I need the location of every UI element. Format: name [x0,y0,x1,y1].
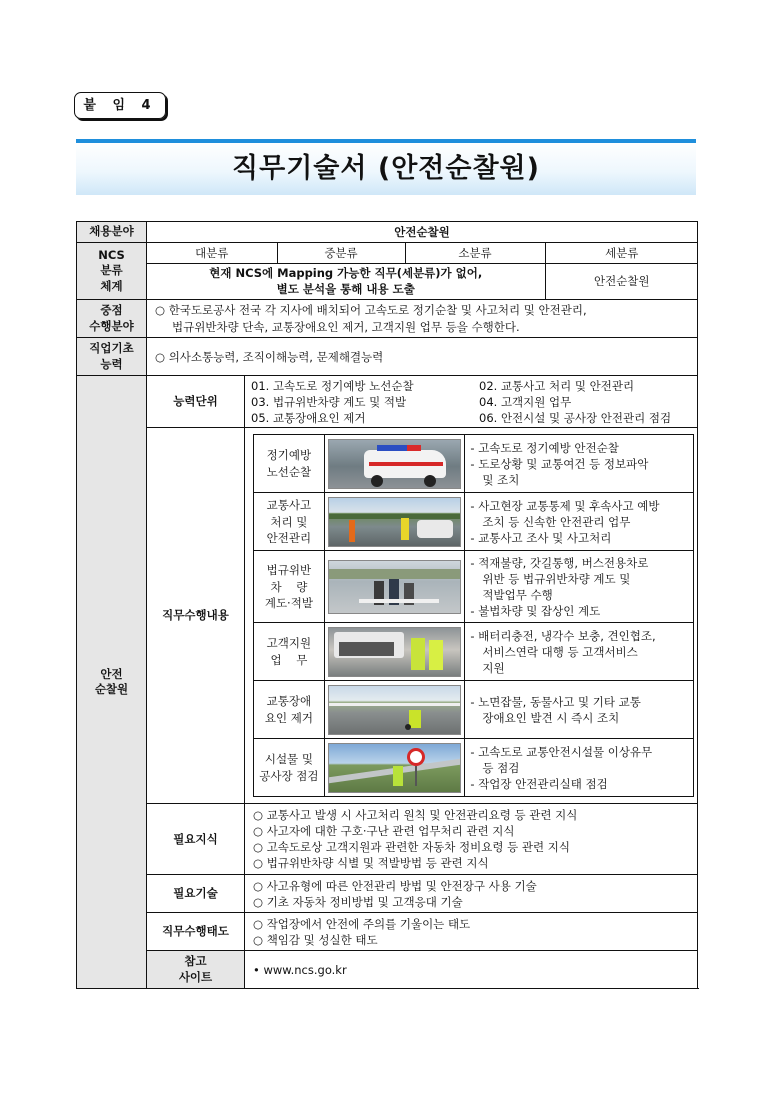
knowledge-label: 필요지식 [147,804,245,875]
reference-label: 참고 사이트 [147,951,245,989]
customer-support-photo [328,627,461,677]
title-banner [76,139,696,195]
ncs-sub-head: 세분류 [545,243,698,263]
duty-desc-line: - 교통사고 조사 및 사고처리 [470,530,612,545]
duty-desc [465,493,694,551]
duty-name: 교통사고 처리 및 안전관리 [254,493,325,551]
attitude-list [245,913,698,951]
duty-desc [465,551,694,623]
knowledge-item: ○ 교통사고 발생 시 사고처리 원칙 및 안전관리요령 등 관련 지식 [253,808,578,823]
duty-desc-line: 장애요인 발견 시 즉시 조치 [482,710,620,725]
basic-ability-text: ○ 의사소통능력, 조직이해능력, 문제해결능력 [147,338,698,376]
duty-desc-line: - 적재불량, 갓길통행, 버스전용차로 [470,555,649,570]
unit-item: 01. 고속도로 정기예방 노선순찰 [251,378,414,393]
skill-label: 필요기술 [147,875,245,913]
facility-inspection-photo [328,743,461,793]
page-title: 직무기술서 (안전순찰원) [232,153,540,184]
accident-scene-photo [328,497,461,547]
ncs-major-head: 대분류 [147,243,277,263]
duty-desc-line: - 노면잡물, 동물사고 및 기타 교통 [470,694,641,709]
duty-name: 시설물 및 공사장 점검 [254,739,325,797]
duty-desc-line: 적발업무 수행 [482,587,553,602]
ncs-classification [147,243,698,299]
unit-item: 05. 교통장애요인 제거 [251,410,366,425]
duty-desc-line: 위반 등 법규위반차량 계도 및 [482,571,631,586]
ncs-sub-value: 안전순찰원 [545,263,698,299]
duty-name: 정기예방 노선순찰 [254,435,325,493]
field-label: 채용분야 [77,222,147,243]
attitude-item: ○ 책임감 및 성실한 태도 [253,932,378,947]
focus-line-1: ○ 한국도로공사 전국 각 지사에 배치되어 고속도로 정기순찰 및 사고처리 및 안전관리, [155,303,587,317]
ncs-note-line-1: 현재 NCS에 Mapping 가능한 직무(세분류)가 없어, [209,265,483,280]
knowledge-item: ○ 고속도로상 고객지원과 관련한 자동차 정비요령 등 관련 지식 [253,840,571,855]
duty-desc-line: 등 점검 [482,760,520,775]
skill-item: ○ 기초 자동차 정비방법 및 고객응대 기술 [253,894,463,909]
focus-label: 중점 수행분야 [77,300,147,338]
focus-text [147,300,698,338]
ncs-note-line-2: 별도 분석을 통해 내용 도출 [276,282,415,297]
duty-row [254,739,694,797]
unit-list [245,376,698,428]
duty-row [254,623,694,681]
job-description-table [76,221,698,989]
duty-label: 직무수행내용 [147,428,245,804]
duty-row [254,551,694,623]
attachment-tag: 붙 임 4 [74,92,166,119]
duty-row [254,493,694,551]
duty-desc-line: - 고속도로 정기예방 안전순찰 [470,440,619,455]
unit-item: 06. 안전시설 및 공사장 안전관리 점검 [479,410,672,425]
duty-desc-line: 서비스연락 대행 등 고객서비스 [482,644,638,659]
unit-item: 04. 고객지원 업무 [479,394,572,409]
attitude-item: ○ 작업장에서 안전에 주의를 기울이는 태도 [253,916,471,931]
reference-link[interactable]: • www.ncs.go.kr [245,951,698,989]
duty-name: 교통장애 요인 제거 [254,681,325,739]
duty-desc [465,435,694,493]
unit-item: 02. 교통사고 처리 및 안전관리 [479,378,635,393]
duty-desc-line: - 작업장 안전관리실태 점검 [470,776,608,791]
duty-row [254,681,694,739]
field-value: 안전순찰원 [147,222,698,243]
skill-item: ○ 사고유형에 따른 안전관리 방법 및 안전장구 사용 기술 [253,878,537,893]
duty-desc-line: - 불법차량 및 잡상인 계도 [470,603,601,618]
ncs-minor-head: 소분류 [405,243,545,263]
duty-name: 법규위반 차 량 계도·적발 [254,551,325,623]
ncs-note [147,263,545,299]
patrol-car-photo [328,439,461,489]
knowledge-item: ○ 법규위반차량 식별 및 적발방법 등 관련 지식 [253,856,489,871]
duty-desc [465,739,694,797]
duty-name: 고객지원 업 무 [254,623,325,681]
knowledge-item: ○ 사고자에 대한 구호·구난 관련 업무처리 관련 지식 [253,824,515,839]
side-label: 안전 순찰원 [77,376,147,989]
unit-label: 능력단위 [147,376,245,428]
attitude-label: 직무수행태도 [147,913,245,951]
duty-desc-line: - 사고현장 교통통제 및 후속사고 예방 [470,498,660,513]
duty-desc-line: - 도로상황 및 교통여건 등 정보파악 [470,456,649,471]
duty-row [254,435,694,493]
basic-ability-label: 직업기초 능력 [77,338,147,376]
duty-desc-line: 조치 등 신속한 안전관리 업무 [482,514,631,529]
ncs-middle-head: 중분류 [277,243,405,263]
duty-table [253,434,694,797]
duty-desc-line: - 배터리충전, 냉각수 보충, 견인협조, [470,628,656,643]
road-obstacle-photo [328,685,461,735]
knowledge-list [245,804,698,875]
focus-line-2: 법규위반차량 단속, 교통장애요인 제거, 고객지원 업무 등을 수행한다. [172,319,520,334]
duty-desc-line: 지원 [482,660,505,675]
duty-desc [465,623,694,681]
duty-desc-line: - 고속도로 교통안전시설물 이상유무 [470,744,653,759]
enforcement-photo [328,560,461,614]
ncs-label: NCS 분류 체계 [77,243,147,300]
unit-item: 03. 법규위반차량 계도 및 적발 [251,394,407,409]
skill-list [245,875,698,913]
duty-desc-line: 및 조치 [482,472,520,487]
duty-desc [465,681,694,739]
